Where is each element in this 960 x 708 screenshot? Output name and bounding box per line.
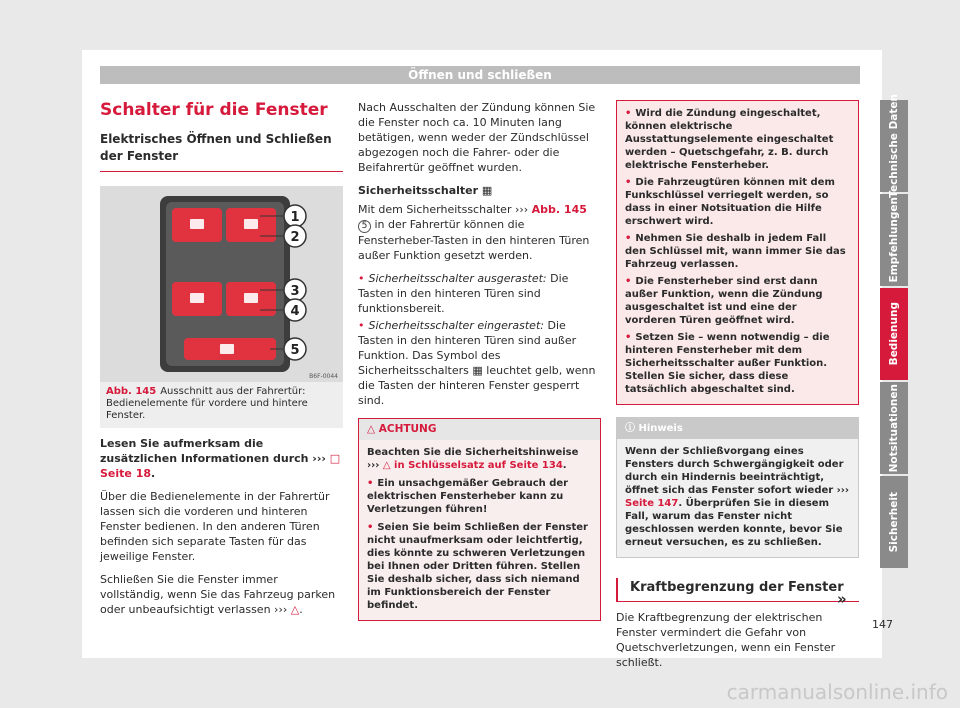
body-paragraph-1: Über die Bedienelemente in der Fahrertür lassen sich die vorderen und hinteren Fenster bedienen. In den anderen Türen befinden sich separate Tasten für das jeweilige Fenster.	[100, 490, 330, 563]
bullet-engaged-text: Die Tasten in den hinteren Türen sind außer Funktion. Das Symbol des Sicherheitsschalters	[358, 319, 577, 377]
callout-1: 1	[290, 210, 300, 225]
warn-item-5-text: Setzen Sie – wenn notwendig – die hinteren Fensterheber mit dem Sicherheitsschalter außer Funktion. Stellen Sie sicher, dass diese tatsächlich abgeschaltet sind.	[625, 332, 830, 395]
body-paragraph-2: Schließen Sie die Fenster immer vollständig, wenn Sie das Fahrzeug parken oder unbeaufsichtigt verlassen ››› △.	[100, 573, 336, 616]
left-column	[100, 100, 343, 617]
running-header: Öffnen und schließen	[100, 66, 860, 84]
intro-text: Lesen Sie aufmerksam die zusätzlichen Informationen durch ›››	[100, 437, 326, 465]
intro-paragraph: Lesen Sie aufmerksam die zusätzlichen Informationen durch ››› □ Seite 18.	[100, 437, 341, 480]
tab-technische-daten[interactable]: Technische Daten	[880, 100, 908, 192]
warning-intro-text: Beachten Sie die Sicherheitshinweise ›››	[367, 447, 579, 471]
note-box	[616, 417, 859, 558]
note-link[interactable]: Seite 147	[625, 498, 679, 509]
callout-ref-5: 5	[358, 220, 371, 233]
section-heading-2: Kraftbegrenzung der Fenster	[616, 578, 859, 602]
bullet-engaged-text-2: leuchtet gelb, wenn die Tasten der hinteren Fenster gesperrt sind.	[358, 364, 596, 407]
page-number: 147	[872, 618, 893, 631]
note-header: ⓘ Hinweis	[617, 418, 858, 439]
warning-header: △ ACHTUNG	[359, 419, 600, 440]
bullet-released: • Sicherheitsschalter ausgerastet: Die Tasten in den hinteren Türen sind funktionsbereit.	[358, 272, 569, 315]
bullet-engaged-label: Sicherheitsschalter eingerastet:	[368, 319, 544, 332]
warning-continued-box	[616, 100, 859, 405]
middle-column	[358, 100, 601, 621]
warning-intro-link[interactable]: in Schlüsselsatz auf Seite 134	[394, 460, 563, 471]
chapter-tabs	[880, 94, 908, 570]
safety-post: in der Fahrertür können die Fensterheber-Tasten in den hinteren Türen außer Funktion gesetzt werden.	[358, 218, 590, 262]
section-title: Schalter für die Fenster	[100, 100, 328, 120]
figure-ref-link[interactable]: Abb. 145	[531, 203, 587, 216]
right-column	[616, 100, 859, 670]
warn-item-2-text: Die Fahrzeugtüren können mit dem Funkschlüssel verriegelt werden, so dass in einer Notsituation die Hilfe erschwert wird.	[625, 177, 835, 227]
callout-2: 2	[290, 230, 300, 245]
tab-empfehlungen[interactable]: Empfehlungen	[880, 194, 908, 286]
body-paragraph-2-text: Schließen Sie die Fenster immer vollständig, wenn Sie das Fahrzeug parken oder unbeaufsichtigt verlassen ›››	[100, 573, 336, 616]
warn-item-4-text: Die Fensterheber sind erst dann außer Funktion, wenn die Zündung ausgeschaltet ist und eine der vorderen Türen geöffnet wird.	[625, 276, 823, 326]
note-text-post: . Überprüfen Sie in diesem Fall, warum das Fenster nicht geschlossen werden konnte, bevor Sie erneut versuchen, es zu schließen.	[625, 498, 843, 548]
right-paragraph: Die Kraftbegrenzung der elektrischen Fenster vermindert die Gefahr von Quetschverletzungen, wenn ein Fenster schließt.	[616, 611, 836, 669]
figure-caption	[100, 382, 343, 428]
figure-label: Abb. 145	[106, 386, 157, 397]
warning-triangle-icon: △	[382, 460, 391, 471]
callout-5: 5	[290, 343, 300, 358]
note-body	[617, 439, 858, 557]
warning-item-2: • Seien Sie beim Schließen der Fenster nicht unaufmerksam oder leichtfertig, dies könnte zu schweren Verletzungen bei Ihnen oder Dritten führen. Stellen Sie deshalb sicher, dass sich niemand im Funktionsbereich der Fenster befindet.	[367, 522, 588, 611]
note-title: Hinweis	[638, 423, 683, 434]
warning-intro: Beachten Sie die Sicherheitshinweise ››› △ in Schlüsselsatz auf Seite 134.	[367, 447, 579, 471]
bullet-engaged: • Sicherheitsschalter eingerastet: Die Tasten in den hinteren Türen sind außer Funktion. Das Symbol des Sicherheitsschalters ▦ leuchtet gelb, wenn die Tasten der hinteren Fenster gesperrt sind.	[358, 319, 596, 407]
bullet-released-label: Sicherheitsschalter ausgerastet:	[368, 272, 547, 285]
watermark: carmanualsonline.info	[726, 680, 948, 704]
window-switch-illustration	[100, 186, 343, 382]
warning-item-2-text: Seien Sie beim Schließen der Fenster nicht unaufmerksam oder leichtfertig, dies könnte zu schweren Verletzungen bei Ihnen oder Dritten führen. Stellen Sie deshalb sicher, dass sich niemand im Funktionsbereich der Fenster befindet.	[367, 522, 588, 611]
warn-item-1-text: Wird die Zündung eingeschaltet, können elektrische Ausstattungselemente eingeschaltet werden – Quetschgefahr, z. B. durch elektrische Fensterheber.	[625, 108, 834, 171]
note-text-pre: Wenn der Schließvorgang eines Fensters durch Schwergängigkeit oder durch ein Hindernis beeinträchtigt, öffnet sich das Fenster sofort wieder ›››	[625, 446, 850, 496]
middle-paragraph-1: Nach Ausschalten der Zündung können Sie die Fenster noch ca. 10 Minuten lang betätigen, wenn weder der Zündschlüssel abgezogen noch die Fahrer- oder die Beifahrertür geöffnet wurden.	[358, 101, 596, 174]
warning-box	[358, 418, 601, 621]
figure-caption-text: Ausschnitt aus der Fahrertür: Bedienelemente für vordere und hintere Fenster.	[106, 386, 308, 421]
warn-item-5: • Setzen Sie – wenn notwendig – die hinteren Fensterheber mit dem Sicherheitsschalter außer Funktion. Stellen Sie sicher, dass diese tatsächlich abgeschaltet sind.	[625, 332, 830, 395]
safety-paragraph	[358, 202, 601, 263]
child-lock-icon: ▦	[472, 364, 483, 377]
safety-heading	[358, 183, 601, 198]
sub-title: Elektrisches Öffnen und Schließen der Fenster	[100, 131, 343, 172]
bullet-released-text: Die Tasten in den hinteren Türen sind funktionsbereit.	[358, 272, 569, 315]
safety-title: Sicherheitsschalter	[358, 184, 479, 197]
tab-bedienung[interactable]: Bedienung	[880, 288, 908, 380]
warning-triangle-icon: △	[290, 603, 300, 616]
callout-3: 3	[290, 284, 300, 299]
callout-4: 4	[290, 304, 300, 319]
tab-notsituationen[interactable]: Notsituationen	[880, 382, 908, 474]
figure-code: B6F-0044	[309, 373, 338, 380]
warn-item-4: • Die Fensterheber sind erst dann außer Funktion, wenn die Zündung ausgeschaltet ist und eine der vorderen Türen geöffnet wird.	[625, 276, 823, 326]
warning-item-1-text: Ein unsachgemäßer Gebrauch der elektrischen Fensterheber kann zu Verletzungen führen!	[367, 478, 569, 515]
warn-item-3: • Nehmen Sie deshalb in jedem Fall den Schlüssel mit, wann immer Sie das Fahrzeug verlassen.	[625, 233, 846, 270]
warn-item-1: • Wird die Zündung eingeschaltet, können elektrische Ausstattungselemente eingeschaltet werden – Quetschgefahr, z. B. durch elektrische Fensterheber.	[625, 108, 834, 171]
switch-figure	[100, 186, 343, 382]
continue-chevron: »	[837, 590, 847, 608]
tab-sicherheit[interactable]: Sicherheit	[880, 476, 908, 568]
warning-item-1: • Ein unsachgemäßer Gebrauch der elektrischen Fensterheber kann zu Verletzungen führen!	[367, 478, 569, 515]
warning-body	[359, 440, 600, 620]
safety-pre: Mit dem Sicherheitsschalter ›››	[358, 203, 529, 216]
child-lock-icon: ▦	[481, 184, 493, 197]
warning-title: ACHTUNG	[378, 423, 437, 435]
warn-item-2: • Die Fahrzeugtüren können mit dem Funkschlüssel verriegelt werden, so dass in einer Notsituation die Hilfe erschwert wird.	[625, 177, 835, 227]
warn-item-3-text: Nehmen Sie deshalb in jedem Fall den Schlüssel mit, wann immer Sie das Fahrzeug verlassen.	[625, 233, 846, 270]
intro-link[interactable]: Seite 18	[100, 467, 152, 480]
book-icon: □	[329, 452, 341, 465]
